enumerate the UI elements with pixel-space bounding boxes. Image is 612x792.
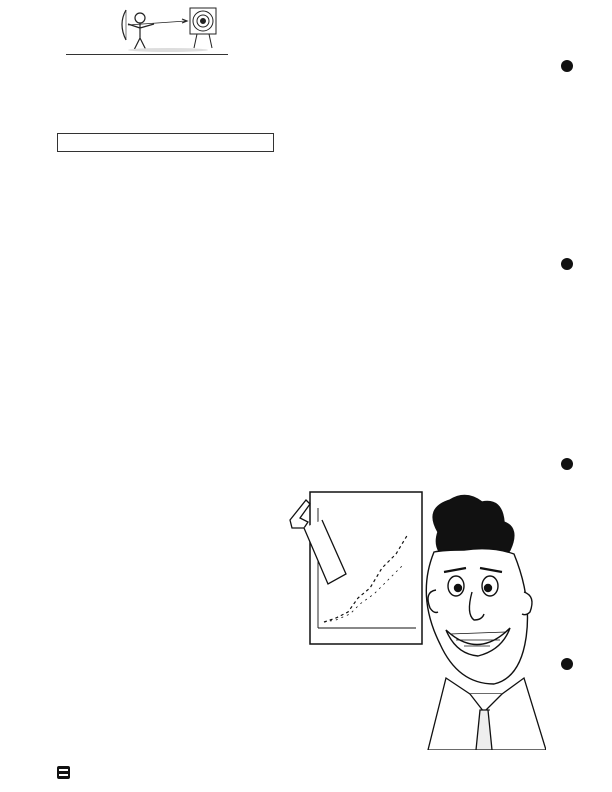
archer-target-illustration	[98, 4, 222, 54]
subheading-box	[57, 133, 274, 152]
target-icon	[190, 8, 216, 48]
margin-bullet	[561, 258, 573, 270]
archer-icon	[122, 10, 187, 50]
left-column	[57, 153, 276, 778]
margin-bullet	[561, 60, 573, 72]
magazine-logo-icon	[57, 766, 70, 779]
margin-bullet	[561, 458, 573, 470]
margin-bullet	[561, 658, 573, 670]
shirt-and-tie	[428, 678, 546, 750]
presenter-cartoon	[288, 488, 546, 750]
ground-shadow	[128, 48, 208, 52]
right-column	[289, 130, 515, 490]
header-rule	[66, 54, 228, 55]
man-face-icon	[426, 495, 532, 684]
